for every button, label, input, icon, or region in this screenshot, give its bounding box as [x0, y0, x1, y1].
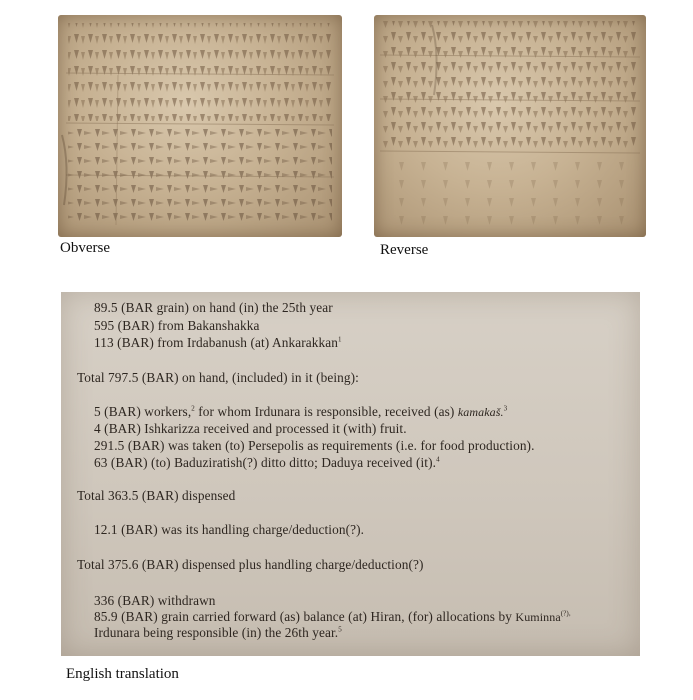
translation-line-5-a: 5 (BAR) workers,	[94, 404, 192, 419]
translation-line-3	[94, 335, 342, 351]
translation-line-5	[94, 404, 507, 420]
obverse-caption: Obverse	[60, 240, 110, 256]
translation-line-14	[94, 625, 342, 641]
footnote-marker-1: 1	[338, 335, 342, 344]
footnote-marker-2: 2	[191, 404, 195, 413]
translation-line-9: Total 363.5 (BAR) dispensed	[77, 488, 236, 503]
translation-line-6: 4 (BAR) Ishkarizza received and processed it (with) fruit.	[94, 421, 407, 436]
translation-line-14-text: Irdunara being responsible (in) the 26th year.	[94, 625, 339, 640]
translation-line-7: 291.5 (BAR) was taken (to) Persepolis as requirements (i.e. for food production).	[94, 438, 535, 453]
obverse-tablet-photo	[58, 15, 342, 237]
translation-line-8-text: 63 (BAR) (to) Baduziratish(?) ditto ditto; Daduya received (it).	[94, 455, 437, 470]
translation-caption: English translation	[66, 666, 179, 682]
translation-line-10: 12.1 (BAR) was its handling charge/deduction(?).	[94, 522, 365, 537]
reverse-tablet-photo	[374, 15, 646, 237]
translation-page	[61, 292, 640, 656]
obverse-cuneiform-graphic	[58, 15, 342, 237]
translation-line-13	[94, 609, 571, 625]
translation-line-8	[94, 455, 440, 471]
footnote-marker-query: (?),	[560, 609, 571, 618]
translation-line-2: 595 (BAR) from Bakanshakka	[94, 318, 260, 333]
name-kuminna: Kuminna	[515, 610, 561, 624]
reverse-caption: Reverse	[380, 242, 429, 258]
translation-line-3-text: 113 (BAR) from Irdabanush (at) Ankarakkan	[94, 335, 338, 350]
reverse-cuneiform-graphic	[374, 15, 646, 237]
translation-line-12: 336 (BAR) withdrawn	[94, 593, 216, 608]
translation-line-11: Total 375.6 (BAR) dispensed plus handling charge/deduction(?)	[77, 557, 424, 572]
footnote-marker-5: 5	[338, 625, 342, 634]
translation-line-13-text: 85.9 (BAR) grain carried forward (as) balance (at) Hiran, (for) allocations by	[94, 609, 516, 624]
footnote-marker-3: 3	[503, 404, 508, 413]
translation-line-4: Total 797.5 (BAR) on hand, (included) in it (being):	[77, 370, 359, 385]
term-kamakas: kamakaš.	[457, 405, 504, 419]
footnote-marker-4: 4	[436, 455, 440, 464]
translation-line-1: 89.5 (BAR grain) on hand (in) the 25th year	[94, 300, 333, 315]
translation-line-5-b: for whom Irdunara is responsible, received (as)	[194, 404, 458, 419]
